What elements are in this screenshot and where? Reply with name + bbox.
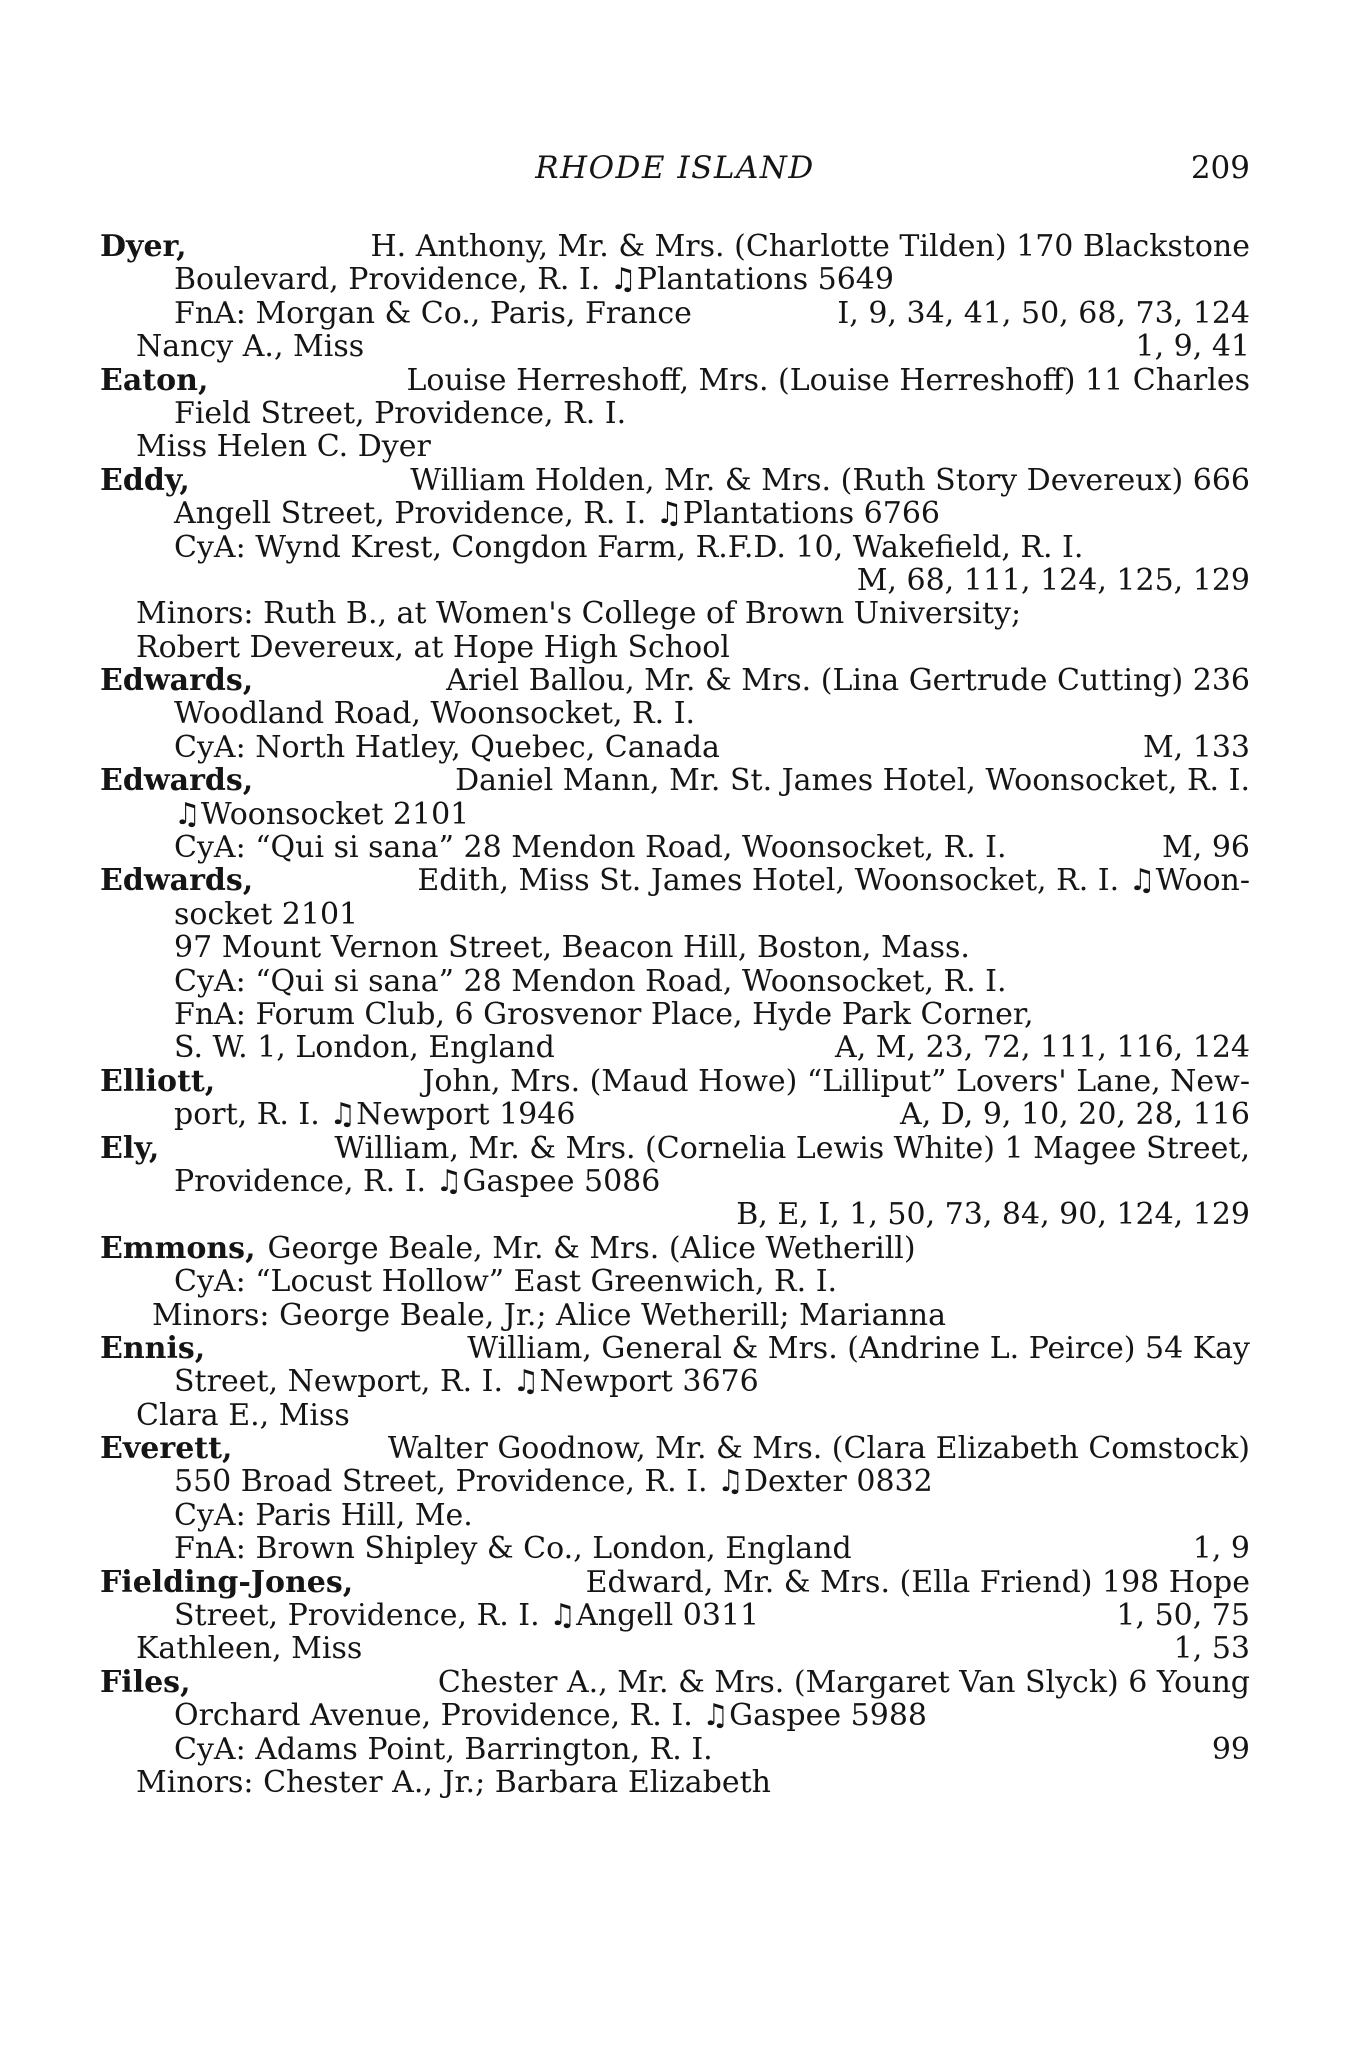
entry-text: Walter Goodnow, Mr. & Mrs. (Clara Elizabeth Comstock) [387,1431,1250,1467]
line-text [174,1098,575,1131]
entry-text: 550 Broad Street, Providence, R. I. ♫Dexter 0832 [174,1464,933,1500]
entry-text: S. W. 1, London, England [174,1030,555,1066]
entry-line-heading [100,664,1250,697]
entry-line-heading [100,464,1250,497]
directory-entries [100,230,1250,1799]
entry-line [100,1098,1250,1131]
entry-line-heading [100,1332,1250,1365]
line-text [100,230,1250,263]
line-text [174,965,1007,998]
entry-text: Woodland Road, Woonsocket, R. I. [174,696,696,732]
line-text [174,731,720,764]
entry-line [100,898,1250,931]
entry-text: CyA: North Hatley, Quebec, Canada [174,729,720,765]
entry-line [100,597,1250,630]
line-text [100,1132,1250,1165]
entry-line [100,1733,1250,1766]
entry-text: Minors: Chester A., Jr.; Barbara Elizabeth [136,1764,771,1800]
surname: Edwards, [100,663,254,699]
club-codes: 1, 9 [1192,1531,1250,1567]
entry-line-heading [100,230,1250,263]
surname: Everett, [100,1431,233,1467]
club-codes: I, 9, 34, 41, 50, 68, 73, 124 [837,295,1250,331]
entry-line [100,1399,1250,1432]
surname: Ely, [100,1130,160,1166]
entry-line [100,1265,1250,1298]
entry-text: Chester A., Mr. & Mrs. (Margaret Van Slyck) 6 Young [437,1664,1250,1700]
entry-line [100,330,1250,363]
line-text [174,1733,713,1766]
surname: Ennis, [100,1330,206,1366]
entry-text: Daniel Mann, Mr. St. James Hotel, Woonsocket, R. I. [455,763,1250,799]
entry-line [100,931,1250,964]
entry-text: William, Mr. & Mrs. (Cornelia Lewis White) 1 Magee Street, [334,1130,1250,1166]
entry-line [100,1198,1250,1231]
line-text [100,1666,1250,1699]
entry-text: CyA: Paris Hill, Me. [174,1497,473,1533]
entry-line [100,998,1250,1031]
line-text [174,1031,555,1064]
surname: Eaton, [100,362,209,398]
club-codes: 1, 9, 41 [1135,329,1250,365]
club-codes: 1, 53 [1173,1631,1250,1667]
entry-line-heading [100,1666,1250,1699]
surname: Elliott, [100,1063,216,1099]
entry-line [100,798,1250,831]
entry-text: CyA: Wynd Krest, Congdon Farm, R.F.D. 10, Wakefield, R. I. [174,529,1084,565]
line-text [174,697,695,730]
line-text [136,1632,362,1665]
entry-text: ♫Woonsocket 2101 [174,796,470,832]
line-text [100,864,1250,897]
entry-line [100,831,1250,864]
club-codes: B, E, I, 1, 50, 73, 84, 90, 124, 129 [736,1197,1250,1233]
entry-line [100,397,1250,430]
entry-text: William, General & Mrs. (Andrine L. Peirce) 54 Kay [467,1330,1250,1366]
entry-line [100,1632,1250,1665]
entry-text: H. Anthony, Mr. & Mrs. (Charlotte Tilden) 170 Blackstone [370,229,1250,264]
entry-line-heading [100,1132,1250,1165]
entry-text: Miss Helen C. Dyer [136,429,431,465]
entry-line [100,1699,1250,1732]
entry-text: Ariel Ballou, Mr. & Mrs. (Lina Gertrude Cutting) 236 [446,663,1250,699]
line-text [174,1365,759,1398]
entry-text: Minors: George Beale, Jr.; Alice Wetherill; Marianna [152,1297,946,1333]
line-text [136,330,364,363]
line-text [174,1265,837,1298]
club-codes: M, 68, 111, 124, 125, 129 [856,562,1250,598]
line-text [136,597,1250,630]
entry-text: CyA: “Locust Hollow” East Greenwich, R. I. [174,1264,838,1300]
entry-text: Street, Providence, R. I. ♫Angell 0311 [174,1598,760,1634]
entry-line [100,1599,1250,1632]
surname: Files, [100,1664,191,1700]
entry-line-heading [100,1065,1250,1098]
page-number: 209 [1190,150,1250,186]
entry-text: Providence, R. I. ♫Gaspee 5086 [174,1163,661,1199]
entry-text: Angell Street, Providence, R. I. ♫Plantations 6766 [174,496,941,532]
club-codes: 1, 50, 75 [1116,1598,1250,1634]
entry-line [100,564,1250,597]
line-text [174,531,1250,564]
entry-text: George Beale, Mr. & Mrs. (Alice Wetherill) [267,1230,916,1266]
line-text [174,297,692,330]
entry-text: Field Street, Providence, R. I. [174,395,627,431]
line-text [174,1499,473,1532]
entry-text: CyA: “Qui si sana” 28 Mendon Road, Woonsocket, R. I. [174,830,1007,866]
surname: Edwards, [100,863,254,899]
club-codes: M, 133 [1142,729,1250,765]
entry-line-heading [100,364,1250,397]
entry-line [100,1499,1250,1532]
entry-line [100,1532,1250,1565]
line-text [100,1332,1250,1365]
entry-line [100,297,1250,330]
entry-line [100,631,1250,664]
line-text [174,1699,927,1732]
entry-line-heading [100,1566,1250,1599]
line-text [174,1465,933,1498]
line-text [174,1165,660,1198]
club-codes: M, 96 [1162,830,1250,866]
line-text [174,931,970,964]
entry-text: Edith, Miss St. James Hotel, Woonsocket, R. I. ♫Woon- [417,863,1250,899]
entry-line [100,1031,1250,1064]
line-text [100,364,1250,397]
entry-text: Clara E., Miss [136,1397,350,1433]
entry-text: FnA: Forum Club, 6 Grosvenor Place, Hyde Park Corner, [174,996,1034,1032]
entry-text: port, R. I. ♫Newport 1946 [174,1097,576,1133]
line-text [152,1299,946,1332]
entry-line [100,263,1250,296]
entry-text: Louise Herreshoff, Mrs. (Louise Herreshoff) 11 Charles [406,362,1250,398]
entry-text: FnA: Morgan & Co., Paris, France [174,295,692,331]
entry-text: Street, Newport, R. I. ♫Newport 3676 [174,1364,759,1400]
entry-line-heading [100,1432,1250,1465]
entry-text: Edward, Mr. & Mrs. (Ella Friend) 198 Hope [585,1564,1250,1600]
entry-line [100,497,1250,530]
line-text [174,831,1007,864]
club-codes: A, M, 23, 72, 111, 116, 124 [835,1030,1250,1066]
entry-text: William Holden, Mr. & Mrs. (Ruth Story Devereux) 666 [410,462,1250,498]
line-text [100,464,1250,497]
line-text [100,1065,1250,1098]
line-text [136,1399,350,1432]
line-text [174,497,940,530]
line-text [100,764,1250,797]
line-text [136,631,730,664]
line-text [100,1232,916,1265]
entry-line-heading [100,764,1250,797]
surname: Edwards, [100,763,254,799]
entry-line [100,731,1250,764]
entry-line-heading [100,1232,1250,1265]
entry-text: Kathleen, Miss [136,1631,363,1667]
entry-text: 97 Mount Vernon Street, Beacon Hill, Boston, Mass. [174,930,970,966]
entry-text: Minors: Ruth B., at Women's College of Brown University; [136,596,1022,632]
line-text [100,1432,1250,1465]
entry-text: Robert Devereux, at Hope High School [136,629,730,665]
line-text [100,1566,1250,1599]
entry-text: CyA: “Qui si sana” 28 Mendon Road, Woonsocket, R. I. [174,963,1007,999]
line-text [136,1766,771,1799]
entry-line [100,965,1250,998]
entry-line-heading [100,864,1250,897]
entry-line [100,430,1250,463]
surname: Emmons, [100,1230,256,1266]
line-text [136,430,431,463]
running-head [100,150,1250,200]
entry-line [100,1465,1250,1498]
entry-line [100,1365,1250,1398]
entry-line [100,531,1250,564]
entry-line [100,1165,1250,1198]
line-text [174,263,894,296]
surname: Eddy, [100,462,190,498]
line-text [174,898,358,931]
line-text [100,664,1250,697]
surname: Dyer, [100,229,187,264]
club-codes: A, D, 9, 10, 20, 28, 116 [900,1097,1250,1133]
entry-line [100,1299,1250,1332]
line-text [174,397,626,430]
entry-line [100,697,1250,730]
page-title: RHODE ISLAND [535,150,815,186]
club-codes: 99 [1211,1731,1250,1767]
line-text [174,798,469,831]
line-text [174,998,1250,1031]
entry-text: socket 2101 [174,896,359,932]
entry-text: FnA: Brown Shipley & Co., London, England [174,1531,852,1567]
entry-text: CyA: Adams Point, Barrington, R. I. [174,1731,713,1767]
line-text [174,1599,759,1632]
surname: Fielding-Jones, [100,1564,354,1600]
line-text [174,1532,852,1565]
entry-text: Boulevard, Providence, R. I. ♫Plantations 5649 [174,262,894,298]
entry-line [100,1766,1250,1799]
entry-text: Orchard Avenue, Providence, R. I. ♫Gaspee 5988 [174,1698,928,1734]
entry-text: Nancy A., Miss [136,329,365,365]
entry-text: John, Mrs. (Maud Howe) “Lilliput” Lovers' Lane, New- [422,1063,1250,1099]
